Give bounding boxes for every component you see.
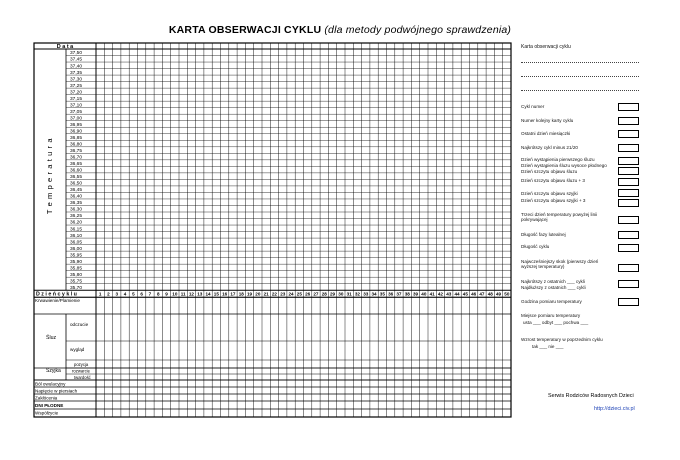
day-column-49[interactable] xyxy=(494,43,502,417)
day-column-41[interactable] xyxy=(428,43,436,417)
temperature-value: 37,30 xyxy=(70,77,83,83)
row-label-fertile-days: DNI PŁODNE xyxy=(35,402,64,408)
cycle-days-label: D z i e ń c y k l u xyxy=(36,291,77,298)
day-column-34[interactable] xyxy=(370,43,378,417)
day-column-1[interactable] xyxy=(96,43,104,417)
day-column-26[interactable] xyxy=(304,43,312,417)
form-temp-rise-options[interactable]: tak ___ nie ___ xyxy=(532,344,564,349)
form-mucus-box-1[interactable] xyxy=(618,157,639,165)
day-column-27[interactable] xyxy=(312,43,320,417)
day-column-28[interactable] xyxy=(320,43,328,417)
day-column-7[interactable] xyxy=(146,43,154,417)
temperature-value: 36,95 xyxy=(70,122,83,128)
day-column-35[interactable] xyxy=(378,43,386,417)
form-shortest-cycle-box[interactable] xyxy=(618,144,639,152)
day-column-13[interactable] xyxy=(196,43,204,417)
day-column-22[interactable] xyxy=(270,43,278,417)
day-column-3[interactable] xyxy=(113,43,121,417)
day-column-4[interactable] xyxy=(121,43,129,417)
form-cycle-number-box[interactable] xyxy=(618,103,639,111)
form-shortest-cycle-label: Najkrótszy cykl minus 21/20 xyxy=(521,145,578,150)
day-column-45[interactable] xyxy=(461,43,469,417)
temperature-value: 36,00 xyxy=(70,246,83,252)
day-column-38[interactable] xyxy=(403,43,411,417)
temperature-value: 36,65 xyxy=(70,162,83,168)
day-column-39[interactable] xyxy=(411,43,419,417)
temperature-value: 36,70 xyxy=(70,155,83,161)
day-column-31[interactable] xyxy=(345,43,353,417)
form-highest-lowest-label: Najwcześniejszy skok (pierwszy dzień wyższej temperatury) xyxy=(521,259,599,270)
temperature-value: 35,90 xyxy=(70,259,83,265)
day-column-24[interactable] xyxy=(287,43,295,417)
temperature-value: 36,25 xyxy=(70,214,83,220)
title-subtitle: (dla metody podwójnego sprawdzenia) xyxy=(324,24,512,36)
row-label-intercourse: Współżycie xyxy=(35,410,59,416)
form-cycle-number-label: Cykl numer xyxy=(521,104,545,109)
day-column-6[interactable] xyxy=(138,43,146,417)
day-column-5[interactable] xyxy=(129,43,137,417)
temperature-value: 37,40 xyxy=(70,64,83,70)
temperature-value: 36,15 xyxy=(70,227,83,233)
temperature-value: 36,20 xyxy=(70,220,83,226)
row-label-breast-tension: Napięcie w piersiach xyxy=(35,388,78,394)
day-column-19[interactable] xyxy=(245,43,253,417)
row-label-cervix-position: pozycja xyxy=(74,362,89,367)
temperature-value: 37,05 xyxy=(70,109,83,115)
day-column-18[interactable] xyxy=(237,43,245,417)
temperature-value: 35,80 xyxy=(70,272,83,278)
temperature-value: 36,10 xyxy=(70,233,83,239)
day-column-42[interactable] xyxy=(436,43,444,417)
form-measure-place-label: Miejsce pomiaru temperatury xyxy=(521,313,581,318)
form-measure-hour-box[interactable] xyxy=(618,298,639,306)
temperature-axis-label: T e m p e r a t u r a xyxy=(45,137,54,215)
row-label-mucus: Śluz xyxy=(46,335,57,341)
day-column-32[interactable] xyxy=(353,43,361,417)
form-menstruation-box[interactable] xyxy=(618,130,639,138)
temperature-value: 36,90 xyxy=(70,129,83,135)
form-shortest-last-label: Najkrótszy z ostatnich ___ cykli xyxy=(521,279,585,284)
form-cervix-peak3-label: Dzień szczytu objawu szyjki + 3 xyxy=(521,198,586,203)
day-column-46[interactable] xyxy=(470,43,478,417)
day-column-47[interactable] xyxy=(478,43,486,417)
temperature-value: 37,25 xyxy=(70,83,83,89)
row-label-disturbances: Zakłócenia xyxy=(35,395,58,401)
date-label: D a t a xyxy=(56,44,74,50)
temperature-value: 36,40 xyxy=(70,194,83,200)
day-column-29[interactable] xyxy=(328,43,336,417)
form-mucus-peak-label: Dzień szczytu objawu śluzu xyxy=(521,169,578,174)
form-cycle-length-box[interactable] xyxy=(618,244,639,252)
day-column-17[interactable] xyxy=(229,43,237,417)
form-cervix-peak-label: Dzień szczytu objawu szyjki xyxy=(521,191,578,196)
temperature-value: 36,05 xyxy=(70,240,83,246)
form-line-3[interactable] xyxy=(521,90,639,91)
form-mucus-peak3-label: Dzień szczytu objawu śluzu + 3 xyxy=(521,178,585,183)
form-highest-lowest-box[interactable] xyxy=(618,264,639,272)
day-column-33[interactable] xyxy=(362,43,370,417)
day-column-36[interactable] xyxy=(387,43,395,417)
temperature-value: 36,80 xyxy=(70,142,83,148)
form-cervix-box-2[interactable] xyxy=(618,199,639,207)
temperature-value: 36,35 xyxy=(70,201,83,207)
row-label-cervix-opening: rozwarcie xyxy=(72,368,90,374)
form-mucus-box-3[interactable] xyxy=(618,178,639,186)
form-measure-place-options[interactable]: usta ___ odbyt ___ pochwa ___ xyxy=(523,320,589,325)
temperature-value: 37,00 xyxy=(70,116,83,122)
temperature-value: 37,20 xyxy=(70,90,83,96)
temperature-value: 36,85 xyxy=(70,135,83,141)
temperature-value: 37,35 xyxy=(70,70,83,76)
temperature-value: 35,85 xyxy=(70,266,83,272)
temperature-value: 37,10 xyxy=(70,103,83,109)
row-label-mucus-appearance: wygląd xyxy=(70,347,85,352)
temperature-value: 36,50 xyxy=(70,181,83,187)
form-luteal-label: Długość fazy lutealnej xyxy=(521,232,566,237)
day-column-21[interactable] xyxy=(262,43,270,417)
temperature-value: 37,15 xyxy=(70,96,83,102)
form-longest-last-label: Najdłuższy z ostatnich ___ cykli xyxy=(521,285,586,290)
form-line-2[interactable] xyxy=(521,76,639,77)
day-column-16[interactable] xyxy=(221,43,229,417)
row-label-cervix-hardness: twardość xyxy=(74,375,91,380)
day-column-12[interactable] xyxy=(187,43,195,417)
row-label-ovulation-pain: Ból owulacyjny xyxy=(35,381,66,387)
day-column-30[interactable] xyxy=(337,43,345,417)
form-shortest-longest-box[interactable] xyxy=(618,280,639,288)
day-column-48[interactable] xyxy=(486,43,494,417)
row-label-cervix: Szyjka xyxy=(46,368,61,374)
form-cycle-length-label: Długość cyklu xyxy=(521,244,550,249)
day-column-50[interactable] xyxy=(503,43,511,417)
form-temp-rise-label: Wzrost temperatury w poprzednim cyklu xyxy=(521,337,603,342)
form-luteal-box[interactable] xyxy=(618,231,639,239)
temperature-value: 36,30 xyxy=(70,207,83,213)
form-card-number-box[interactable] xyxy=(618,117,639,125)
form-mucus-box-2[interactable] xyxy=(618,167,639,175)
row-label-mucus-sensation: odczucie xyxy=(70,322,89,327)
form-measure-hour-label: Godzina pomiaru temperatury xyxy=(521,299,582,304)
temperature-value: 36,75 xyxy=(70,149,83,155)
temperature-value: 37,45 xyxy=(70,57,83,63)
form-third-high-temp-box[interactable] xyxy=(618,216,639,224)
temperature-value: 35,75 xyxy=(70,279,83,285)
row-label-bleeding: Krwawienie/Plamienie xyxy=(35,298,80,304)
day-column-2[interactable] xyxy=(104,43,112,417)
temperature-value: 36,60 xyxy=(70,168,83,174)
day-column-11[interactable] xyxy=(179,43,187,417)
footer-url-link[interactable]: http://dzieci.civ.pl xyxy=(594,406,635,412)
temperature-value: 36,55 xyxy=(70,175,83,181)
form-line-1[interactable] xyxy=(521,62,639,63)
form-menstruation-label: Ostatni dzień miesiączki xyxy=(521,131,571,136)
temperature-value: 36,45 xyxy=(70,188,83,194)
form-fertile-mucus-label: Dzień wystąpienia śluzu wysoce płodnego xyxy=(521,163,607,168)
temperature-value: 35,95 xyxy=(70,253,83,259)
day-column-37[interactable] xyxy=(395,43,403,417)
temperature-value: 37,50 xyxy=(70,51,83,57)
day-column-23[interactable] xyxy=(279,43,287,417)
footer-service-name: Serwis Rodziców Radosnych Dzieci xyxy=(548,393,634,399)
day-column-20[interactable] xyxy=(254,43,262,417)
day-column-44[interactable] xyxy=(453,43,461,417)
day-column-15[interactable] xyxy=(212,43,220,417)
form-observation-card: Karta obserwacji cyklu xyxy=(521,44,571,50)
form-card-number-label: Numer kolejny karty cyklu xyxy=(521,118,574,123)
day-column-25[interactable] xyxy=(295,43,303,417)
day-column-40[interactable] xyxy=(420,43,428,417)
day-column-10[interactable] xyxy=(171,43,179,417)
day-column-8[interactable] xyxy=(154,43,162,417)
title-main: KARTA OBSERWACJI CYKLU xyxy=(168,24,322,36)
form-cervix-box-1[interactable] xyxy=(618,189,639,197)
day-column-43[interactable] xyxy=(445,43,453,417)
day-column-9[interactable] xyxy=(162,43,170,417)
form-third-high-temp-label: Trzeci dzień temperatury powyżej linii pokrywającej xyxy=(521,212,598,223)
form-first-mucus-label: Dzień wystąpienia pierwszego śluzu xyxy=(521,157,595,162)
temperature-value: 35,70 xyxy=(70,285,83,291)
day-column-14[interactable] xyxy=(204,43,212,417)
